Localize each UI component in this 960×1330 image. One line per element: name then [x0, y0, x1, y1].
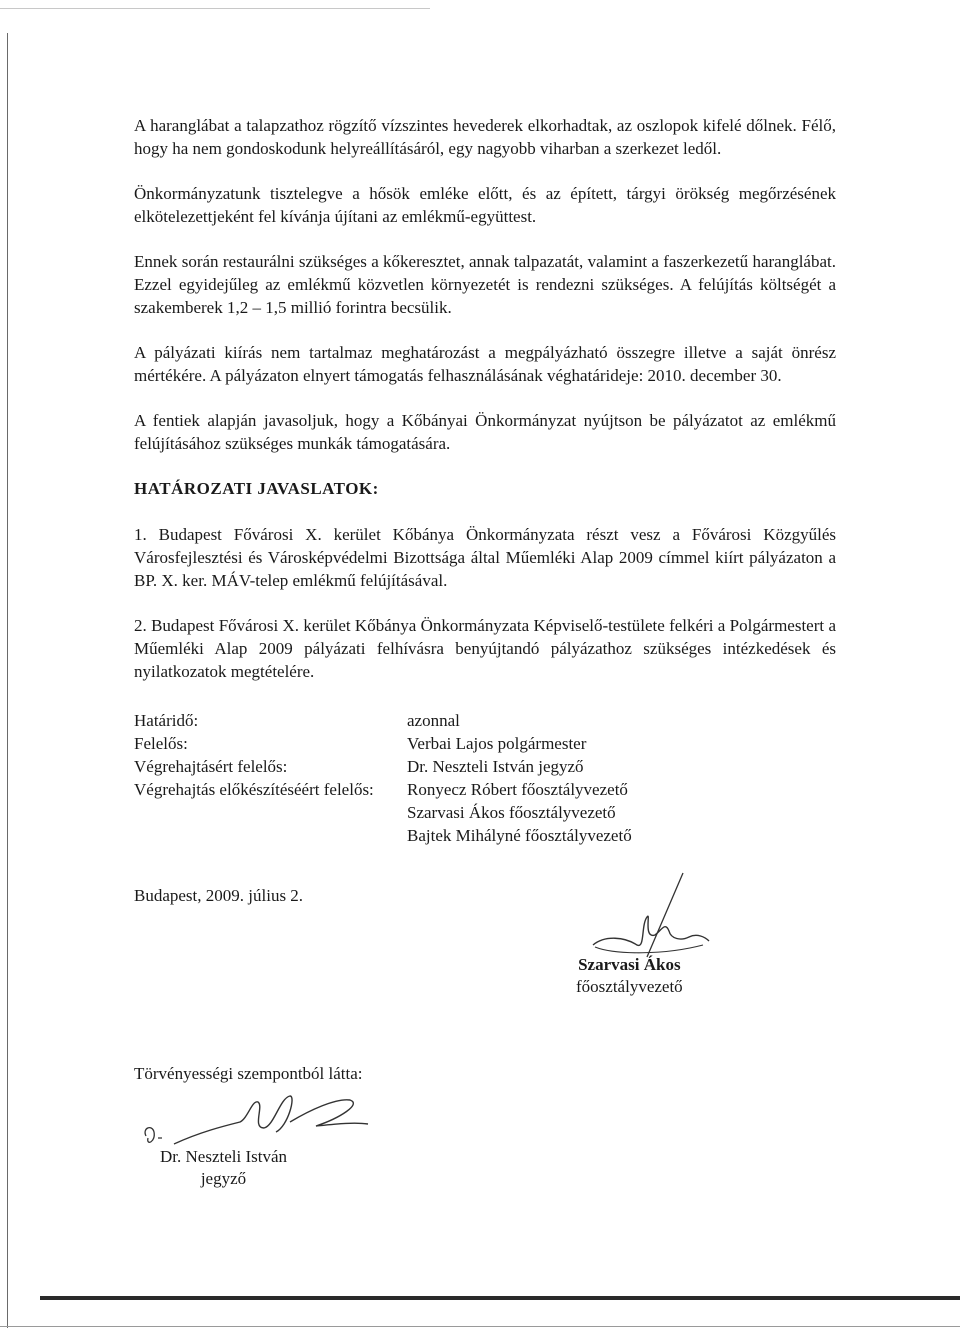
- responsible-label: Felelős:: [134, 734, 188, 753]
- scan-edge-bottom-thin: [0, 1326, 960, 1327]
- paragraph-belfry-condition: A haranglábat a talapzathoz rögzítő vízszintes hevederek elkorhadtak, az oszlopok kifelé dőlnek. Félő, hogy ha nem gondoskodunk helyreállításáról, egy nagyobb viharban a szerkezet ledől.: [134, 116, 836, 158]
- signer-title: főosztályvezető: [576, 977, 683, 996]
- paragraph-proposal: A fentiek alapján javasoljuk, hogy a Kőbányai Önkormányzat nyújtson be pályázatot az emlékmű felújításához szükséges munkák támogatására.: [134, 411, 836, 453]
- responsible-value: Verbai Lajos polgármester: [407, 734, 587, 753]
- paragraph-renovation-intent: Önkormányzatunk tisztelegve a hősök emléke előtt, és az épített, tárgyi örökség megőrzésének elkötelezettjeként fel kívánja újítani az emlékmű-együttest.: [134, 184, 836, 226]
- signer-title: jegyző: [200, 1169, 247, 1188]
- paragraph-restoration-scope: Ennek során restaurálni szükséges a kőkeresztet, annak talpazatát, valamint a faszerkezetű haranglábat. Ezzel egyidejűleg az emlékmű közvetlen környezetét is rendezni szükséges. A felújítás költségét a szakemberek 1,2 – 1,5 millió forintra becsülik.: [134, 252, 836, 317]
- lawfulness-label: Törvényességi szempontból látta:: [134, 1064, 363, 1083]
- deadline-value: azonnal: [407, 711, 460, 730]
- scan-edge-top: [0, 8, 430, 9]
- preparation-values: [407, 778, 836, 847]
- document-body: [134, 114, 836, 847]
- deadline-label: Határidő:: [134, 711, 199, 730]
- responsibility-table: [134, 709, 836, 847]
- preparation-value: Szarvasi Ákos főosztályvezető: [407, 803, 616, 822]
- signer-name: Szarvasi Ákos: [578, 955, 681, 974]
- signer-name: Dr. Neszteli István: [160, 1147, 287, 1166]
- scan-edge-left: [7, 33, 8, 1328]
- resolutions-heading: HATÁROZATI JAVASLATOK:: [134, 479, 379, 498]
- signature-block-notary: [160, 1146, 287, 1190]
- paragraph-tender-terms: A pályázati kiírás nem tartalmaz meghatározást a megpályázható összegre illetve a saját önrész mértékére. A pályázaton elnyert támogatás felhasználásának véghatárideje: 2010. december 30.: [134, 343, 836, 385]
- signature-szarvasi: [585, 865, 715, 965]
- execution-label: Végrehajtásért felelős:: [134, 757, 288, 776]
- preparation-value: Bajtek Mihályné főosztályvezető: [407, 826, 632, 845]
- preparation-value: Ronyecz Róbert főosztályvezető: [407, 780, 628, 799]
- scan-edge-bottom: [40, 1296, 960, 1300]
- resolution-1: 1. Budapest Fővárosi X. kerület Kőbánya Önkormányzata részt vesz a Fővárosi Közgyűlés Városfejlesztési és Városképvédelmi Bizottsága által Műemléki Alap 2009 címmel kiírt pályázaton a BP. X. ker. MÁV-telep emlékmű felújításával.: [134, 525, 836, 590]
- signature-block-department-head: [576, 954, 683, 998]
- resolution-2: 2. Budapest Fővárosi X. kerület Kőbánya Önkormányzata Képviselő-testülete felkéri a Polgármestert a Műemléki Alap 2009 pályázati felhívásra benyújtandó pályázathoz szükséges intézkedések és nyilatkozatok megtételére.: [134, 616, 836, 681]
- preparation-label: Végrehajtás előkészítéséért felelős:: [134, 780, 374, 799]
- signature-neszteli: [140, 1088, 380, 1154]
- execution-value: Dr. Neszteli István jegyző: [407, 757, 584, 776]
- date-line: Budapest, 2009. július 2.: [134, 886, 304, 905]
